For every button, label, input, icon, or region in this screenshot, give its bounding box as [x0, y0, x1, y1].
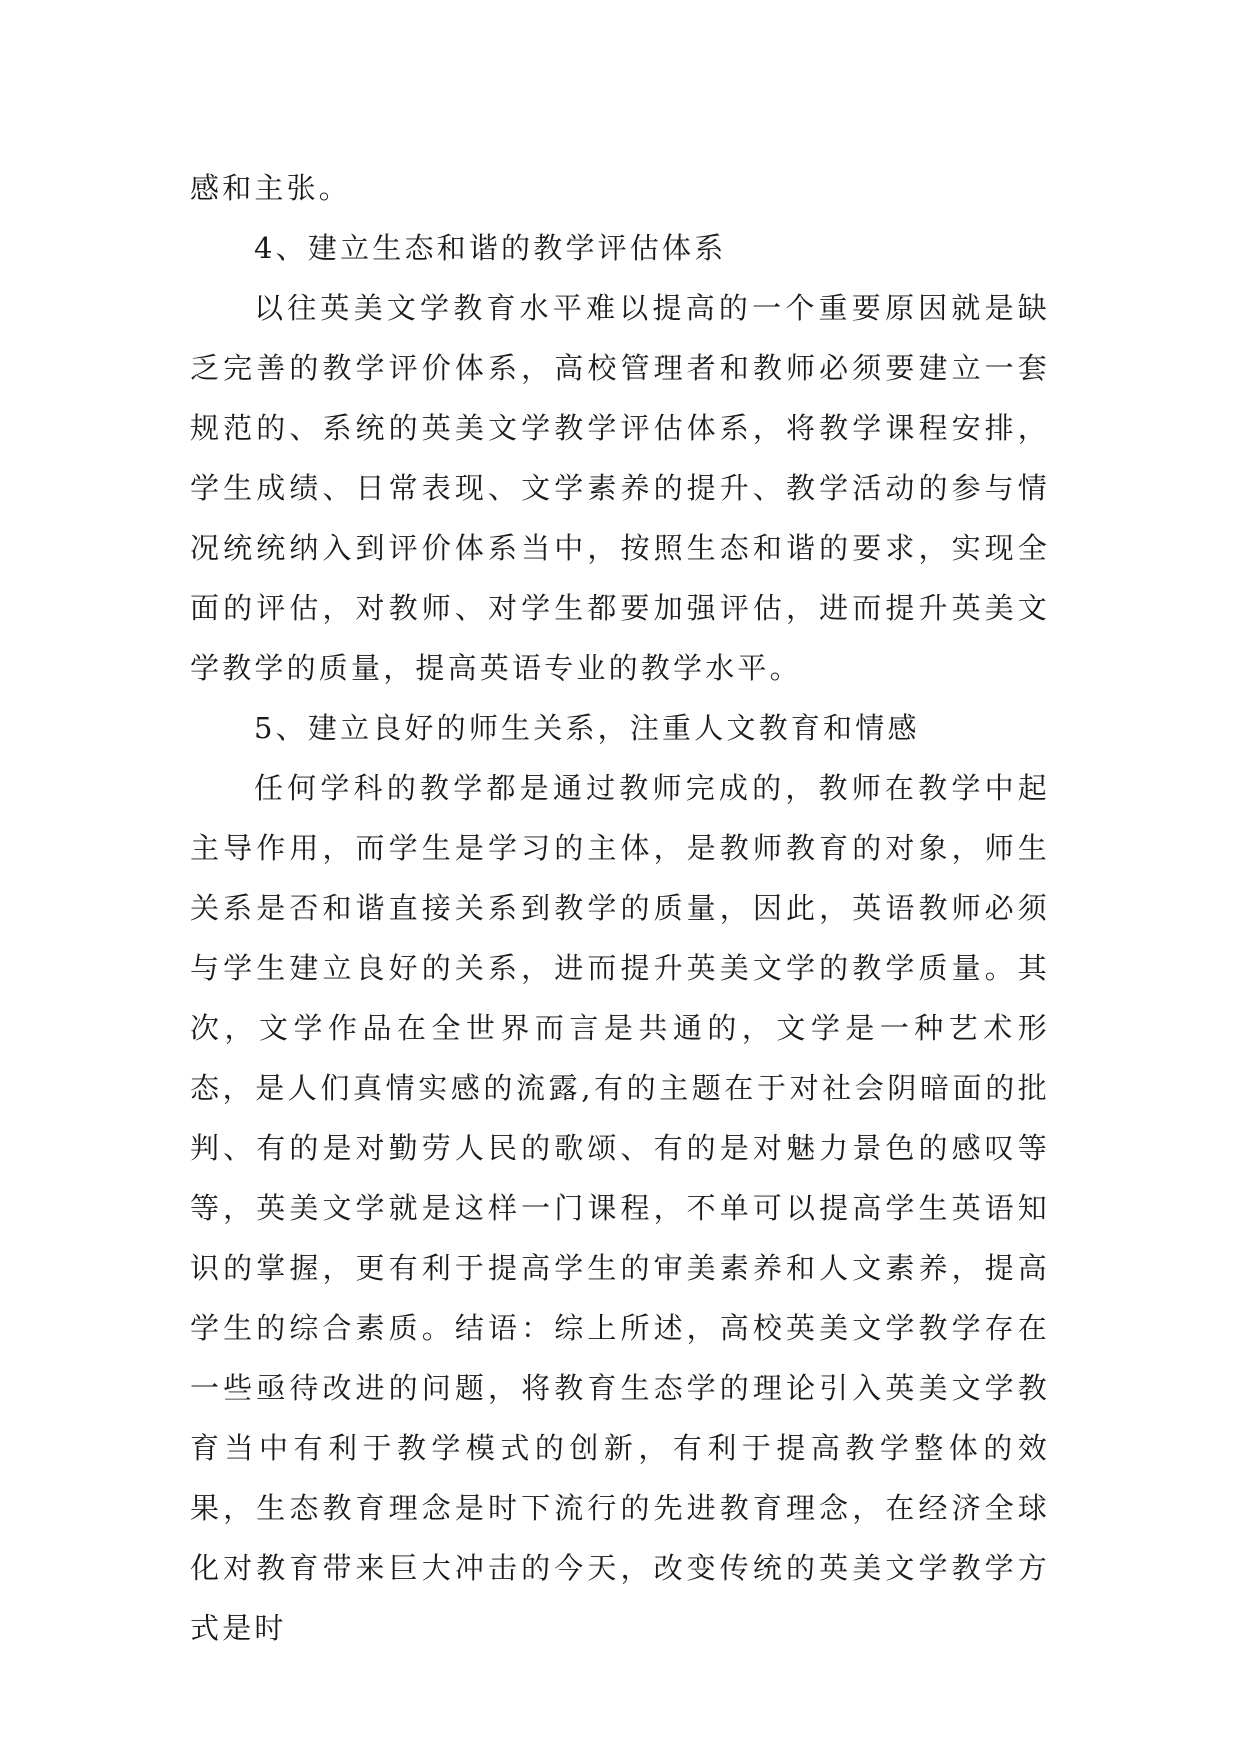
document-body	[190, 158, 1050, 1658]
paragraph-section-5: 任何学科的教学都是通过教师完成的，教师在教学中起主导作用，而学生是学习的主体，是教师教育的对象，师生关系是否和谐直接关系到教学的质量，因此，英语教师必须与学生建立良好的关系，进而提升英美文学的教学质量。其次，文学作品在全世界而言是共通的，文学是一种艺术形态，是人们真情实感的流露,有的主题在于对社会阴暗面的批判、有的是对勤劳人民的歌颂、有的是对魅力景色的感叹等等，英美文学就是这样一门课程，不单可以提高学生英语知识的掌握，更有利于提高学生的审美素养和人文素养，提高学生的综合素质。结语：综上所述，高校英美文学教学存在一些亟待改进的问题，将教育生态学的理论引入英美文学教育当中有利于教学模式的创新，有利于提高教学整体的效果，生态教育理念是时下流行的先进教育理念，在经济全球化对教育带来巨大冲击的今天，改变传统的英美文学教学方式是时	[190, 771, 1050, 1645]
section-heading-4: 4、建立生态和谐的教学评估体系	[254, 231, 727, 265]
section-heading-5: 5、建立良好的师生关系，注重人文教育和情感	[254, 711, 920, 745]
paragraph-continued: 感和主张。	[190, 171, 352, 205]
paragraph-section-4: 以往英美文学教育水平难以提高的一个重要原因就是缺乏完善的教学评价体系，高校管理者和教师必须要建立一套规范的、系统的英美文学教学评估体系，将教学课程安排，学生成绩、日常表现、文学素养的提升、教学活动的参与情况统统纳入到评价体系当中，按照生态和谐的要求，实现全面的评估，对教师、对学生都要加强评估，进而提升英美文学教学的质量，提高英语专业的教学水平。	[190, 291, 1050, 685]
